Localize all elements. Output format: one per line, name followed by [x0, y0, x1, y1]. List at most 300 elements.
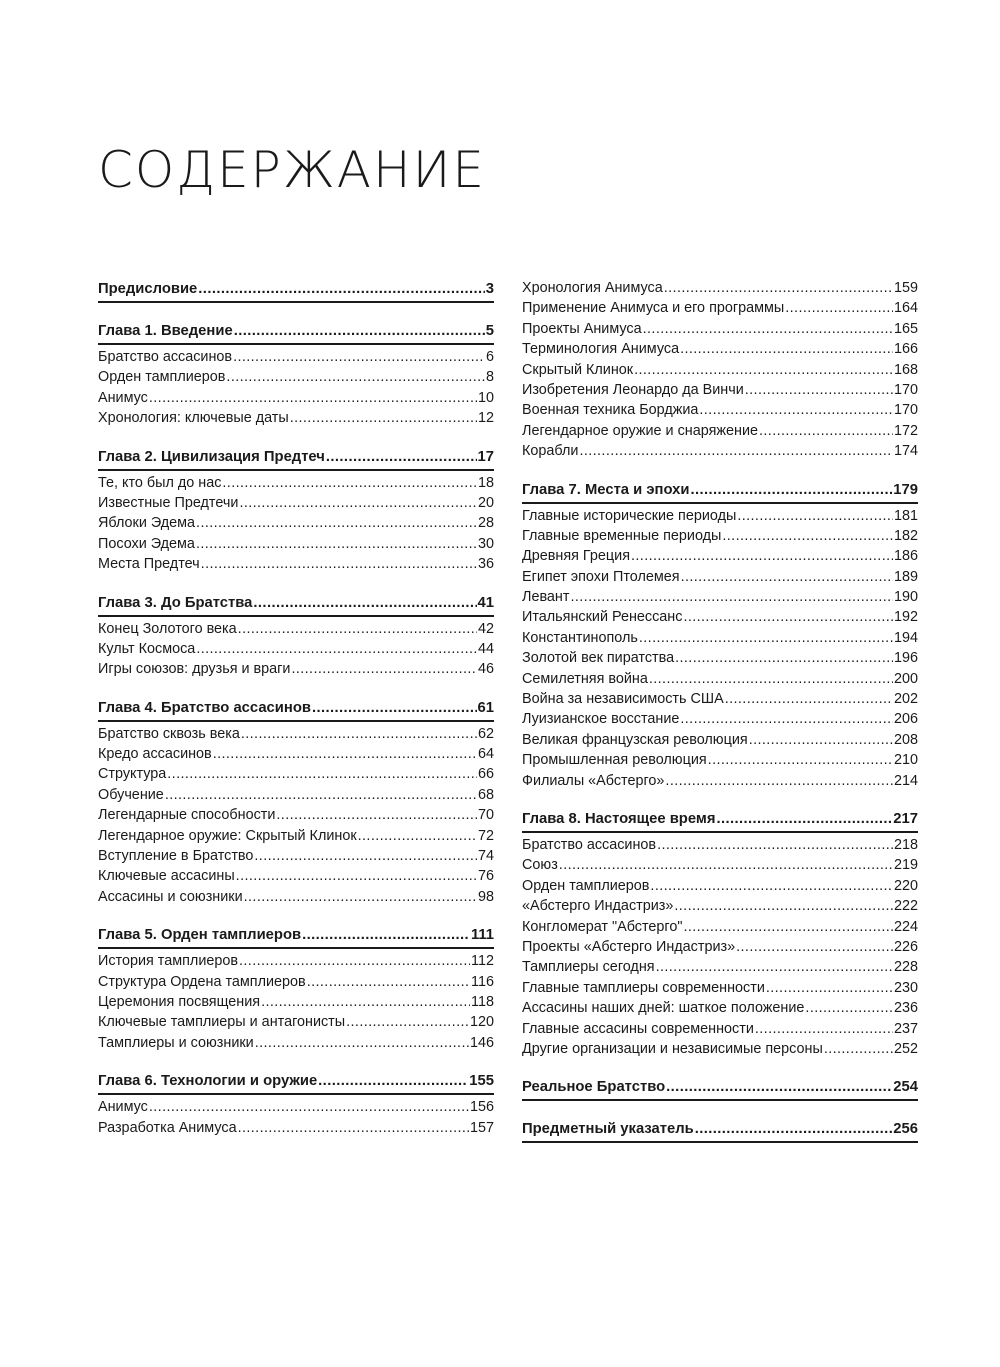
dot-leader — [643, 319, 893, 339]
page-number: 174 — [893, 443, 918, 460]
toc-entry[interactable] — [522, 855, 918, 875]
dot-leader — [695, 1118, 893, 1140]
toc-entry[interactable] — [98, 347, 494, 367]
chapter-title: Глава 6. Технологии и оружие — [98, 1073, 318, 1090]
page-number: 120 — [469, 1014, 494, 1031]
page-number: 68 — [477, 786, 494, 803]
toc-entry[interactable] — [98, 972, 494, 992]
dot-leader — [236, 866, 477, 886]
dot-leader — [708, 750, 893, 770]
toc-entry[interactable] — [522, 835, 918, 855]
page-number: 64 — [477, 746, 494, 763]
dot-leader — [196, 639, 477, 659]
toc-entry[interactable] — [98, 367, 494, 387]
entry-title: Ассасины наших дней: шаткое положение — [522, 1000, 805, 1017]
toc-section — [98, 446, 494, 575]
chapter-rule — [98, 301, 494, 303]
dot-leader — [725, 689, 893, 709]
dot-leader — [736, 937, 893, 957]
chapter-title: Глава 8. Настоящее время — [522, 810, 716, 827]
toc-entry[interactable] — [522, 628, 918, 648]
entry-title: Те, кто был до нас — [98, 474, 222, 491]
chapter-title: Предметный указатель — [522, 1121, 694, 1138]
entry-title: Тамплиеры и союзники — [98, 1034, 254, 1051]
page-number: 44 — [477, 640, 494, 657]
dot-leader — [244, 887, 477, 907]
page-number: 219 — [893, 857, 918, 874]
entry-title: Итальянский Ренессанс — [522, 609, 683, 626]
toc-chapter-heading[interactable] — [98, 1070, 494, 1092]
dot-leader — [716, 808, 892, 830]
toc-entry[interactable] — [98, 659, 494, 679]
entry-title: Константинополь — [522, 629, 638, 646]
toc-chapter-heading[interactable] — [98, 320, 494, 342]
toc-section — [98, 697, 494, 908]
entry-title: Левант — [522, 589, 570, 606]
page-number: 42 — [477, 620, 494, 637]
dot-leader — [167, 764, 477, 784]
page-number: 166 — [893, 341, 918, 358]
toc-entry[interactable] — [522, 998, 918, 1018]
page-number: 76 — [477, 868, 494, 885]
chapter-title: Глава 1. Введение — [98, 323, 233, 339]
dot-leader — [149, 1097, 469, 1117]
dot-leader — [196, 534, 477, 554]
dot-leader — [737, 506, 893, 526]
dot-leader — [634, 360, 893, 380]
entry-title: Главные исторические периоды — [522, 507, 737, 524]
entry-title: Главные ассасины современности — [522, 1020, 754, 1037]
toc-entry[interactable] — [522, 607, 918, 627]
page-number: 155 — [469, 1073, 494, 1090]
page-number: 5 — [485, 323, 494, 339]
page-number: 18 — [477, 474, 494, 491]
page-number: 6 — [485, 349, 494, 365]
dot-leader — [683, 917, 893, 937]
entry-title: Игры союзов: друзья и враги — [98, 661, 291, 678]
page-number: 226 — [893, 938, 918, 955]
entry-title: «Абстерго Индастриз» — [522, 898, 674, 915]
toc-entry[interactable] — [98, 473, 494, 493]
entry-title: Легендарное оружие: Скрытый Клинок — [98, 827, 357, 844]
page-number: 254 — [893, 1079, 918, 1096]
toc-chapter-heading[interactable] — [522, 808, 918, 830]
chapter-rule — [98, 1093, 494, 1095]
chapter-rule — [98, 469, 494, 471]
entry-title: Союз — [522, 857, 558, 874]
chapter-rule — [522, 831, 918, 833]
page-number: 112 — [471, 953, 494, 970]
dot-leader — [233, 347, 485, 367]
chapter-rule — [98, 343, 494, 345]
entry-title: История тамплиеров — [98, 953, 239, 970]
toc-section — [98, 278, 494, 303]
toc-entry[interactable] — [98, 619, 494, 639]
page-number: 62 — [477, 725, 494, 742]
toc-entry[interactable] — [98, 805, 494, 825]
toc-entry[interactable] — [522, 526, 918, 546]
toc-entry[interactable] — [522, 380, 918, 400]
chapter-title: Глава 3. До Братства — [98, 594, 253, 611]
entry-title: Анимус — [98, 389, 148, 406]
dot-leader — [656, 957, 893, 977]
page-number: 236 — [893, 1000, 918, 1017]
dot-leader — [238, 1118, 469, 1138]
page-number: 17 — [477, 448, 494, 465]
dot-leader — [326, 446, 477, 468]
entry-title: Ключевые тамплиеры и антагонисты — [98, 1014, 346, 1031]
entry-title: Тамплиеры сегодня — [522, 959, 655, 976]
chapter-rule — [98, 947, 494, 949]
entry-title: Братство сквозь века — [98, 725, 240, 742]
dot-leader — [681, 567, 893, 587]
page-number: 8 — [485, 369, 494, 386]
toc-entry[interactable] — [522, 896, 918, 916]
page-number: 3 — [485, 281, 494, 297]
entry-title: Семилетняя война — [522, 670, 648, 687]
dot-leader — [579, 441, 893, 461]
chapter-rule — [98, 720, 494, 722]
toc-entry[interactable] — [522, 937, 918, 957]
dot-leader — [290, 408, 477, 428]
page-number: 194 — [893, 629, 918, 646]
page-number: 196 — [893, 650, 918, 667]
toc-entry[interactable] — [98, 764, 494, 784]
dot-leader — [699, 400, 893, 420]
entry-title: Терминология Анимуса — [522, 341, 680, 358]
entry-title: Культ Космоса — [98, 640, 196, 657]
dot-leader — [234, 320, 485, 342]
page-number: 189 — [893, 568, 918, 585]
dot-leader — [745, 380, 893, 400]
page-number: 28 — [477, 515, 494, 532]
toc-entry[interactable] — [98, 846, 494, 866]
page-number: 224 — [893, 918, 918, 935]
toc-entry[interactable] — [98, 785, 494, 805]
page-number: 159 — [893, 280, 918, 296]
page-number: 168 — [893, 361, 918, 378]
page-number: 165 — [893, 320, 918, 337]
toc-entry[interactable] — [522, 360, 918, 380]
entry-title: Вступление в Братство — [98, 848, 254, 865]
dot-leader — [239, 951, 470, 971]
toc-entry[interactable] — [98, 388, 494, 408]
entry-title: Проекты «Абстерго Индастриз» — [522, 938, 736, 955]
entry-title: Ассасины и союзники — [98, 888, 243, 905]
page-number: 200 — [893, 670, 918, 687]
entry-title: Конгломерат "Абстерго" — [522, 918, 683, 935]
dot-leader — [226, 367, 485, 387]
page-number: 116 — [471, 973, 494, 990]
entry-title: Конец Золотого века — [98, 620, 237, 637]
dot-leader — [570, 587, 893, 607]
chapter-title: Глава 7. Места и эпохи — [522, 481, 690, 498]
page-number: 70 — [477, 807, 494, 824]
page-number: 218 — [893, 836, 918, 853]
toc-section — [522, 1076, 918, 1101]
dot-leader — [254, 846, 477, 866]
entry-title: Египет эпохи Птолемея — [522, 568, 680, 585]
entry-title: Филиалы «Абстерго» — [522, 772, 665, 789]
dot-leader — [766, 978, 893, 998]
dot-leader — [255, 1033, 469, 1053]
dot-leader — [722, 526, 893, 546]
toc-entry[interactable] — [522, 421, 918, 441]
dot-leader — [749, 730, 893, 750]
entry-title: Посохи Эдема — [98, 535, 195, 552]
dot-leader — [239, 493, 477, 513]
page-number: 214 — [893, 772, 918, 789]
dot-leader — [261, 992, 470, 1012]
toc-entry[interactable] — [98, 493, 494, 513]
dot-leader — [198, 278, 484, 300]
toc-entry[interactable] — [98, 992, 494, 1012]
page-number: 170 — [893, 402, 918, 419]
page-number: 182 — [893, 527, 918, 544]
toc-entry[interactable] — [98, 1118, 494, 1138]
entry-title: Война за независимость США — [522, 691, 724, 708]
toc-entry[interactable] — [98, 724, 494, 744]
toc-section — [98, 924, 494, 1053]
page-number: 46 — [477, 661, 494, 678]
toc-entry[interactable] — [522, 298, 918, 318]
dot-leader — [318, 1070, 468, 1092]
dot-leader — [805, 998, 893, 1018]
toc-section — [98, 320, 494, 429]
toc-entry[interactable] — [98, 408, 494, 428]
page-title: СОДЕРЖАНИЕ — [98, 141, 486, 199]
dot-leader — [149, 388, 477, 408]
toc-entry[interactable] — [98, 639, 494, 659]
entry-title: Братство ассасинов — [522, 836, 657, 853]
toc-entry[interactable] — [522, 506, 918, 526]
entry-title: Орден тамплиеров — [522, 877, 650, 894]
dot-leader — [559, 855, 893, 875]
toc-entry[interactable] — [522, 1039, 918, 1059]
toc-entry[interactable] — [98, 534, 494, 554]
page-number: 164 — [893, 300, 918, 317]
toc-entry[interactable] — [98, 1012, 494, 1032]
toc-entry[interactable] — [522, 339, 918, 359]
entry-title: Яблоки Эдема — [98, 515, 196, 532]
page-number: 74 — [477, 848, 494, 865]
dot-leader — [785, 298, 893, 318]
page-number: 20 — [477, 494, 494, 511]
dot-leader — [358, 826, 477, 846]
dot-leader — [238, 619, 477, 639]
page-number: 111 — [470, 927, 494, 944]
toc-entry[interactable] — [522, 587, 918, 607]
entry-title: Структура Ордена тамплиеров — [98, 973, 306, 990]
dot-leader — [276, 805, 477, 825]
page-number: 179 — [893, 481, 918, 498]
entry-title: Легендарные способности — [98, 807, 276, 824]
page-number: 61 — [477, 699, 494, 716]
page-number: 190 — [893, 589, 918, 606]
page-number: 230 — [893, 979, 918, 996]
chapter-rule — [98, 615, 494, 617]
toc-chapter-heading[interactable] — [522, 1076, 918, 1098]
page-number: 181 — [893, 507, 918, 524]
entry-title: Места Предтеч — [98, 556, 200, 573]
entry-title: Древняя Греция — [522, 548, 630, 565]
toc-entry[interactable] — [522, 771, 918, 791]
dot-leader — [666, 1076, 892, 1098]
toc-entry[interactable] — [522, 957, 918, 977]
entry-title: Обучение — [98, 786, 164, 803]
dot-leader — [291, 659, 477, 679]
entry-title: Другие организации и независимые персоны — [522, 1040, 823, 1057]
entry-title: Братство ассасинов — [98, 349, 233, 365]
toc-entry[interactable] — [98, 866, 494, 886]
toc-chapter-heading[interactable] — [98, 924, 494, 946]
toc-entry[interactable] — [522, 1019, 918, 1039]
entry-title: Ключевые ассасины — [98, 868, 235, 885]
toc-entry[interactable] — [522, 917, 918, 937]
toc-entry[interactable] — [522, 441, 918, 461]
toc-section — [98, 592, 494, 680]
entry-title: Анимус — [98, 1099, 148, 1116]
entry-title: Промышленная революция — [522, 752, 707, 769]
toc-right-column — [522, 278, 918, 1145]
dot-leader — [674, 896, 893, 916]
page-number: 30 — [477, 535, 494, 552]
entry-title: Проекты Анимуса — [522, 320, 642, 337]
entry-title: Применение Анимуса и его программы — [522, 300, 785, 317]
dot-leader — [631, 546, 893, 566]
entry-title: Золотой век пиратства — [522, 650, 675, 667]
page-number: 186 — [893, 548, 918, 565]
toc-chapter-heading[interactable] — [98, 446, 494, 468]
toc-entry[interactable] — [522, 876, 918, 896]
dot-leader — [307, 972, 470, 992]
page-number: 220 — [893, 877, 918, 894]
chapter-title: Глава 2. Цивилизация Предтеч — [98, 448, 325, 465]
toc-entry[interactable] — [98, 1033, 494, 1053]
entry-title: Хронология: ключевые даты — [98, 410, 289, 427]
toc-entry[interactable] — [98, 951, 494, 971]
toc-section — [522, 278, 918, 462]
toc-entry[interactable] — [98, 554, 494, 574]
entry-title: Главные тамплиеры современности — [522, 979, 765, 996]
toc-entry[interactable] — [98, 1097, 494, 1117]
page-number: 41 — [477, 594, 494, 611]
dot-leader — [253, 592, 476, 614]
dot-leader — [690, 479, 892, 501]
dot-leader — [302, 924, 470, 946]
dot-leader — [755, 1019, 893, 1039]
toc-entry[interactable] — [522, 400, 918, 420]
dot-leader — [201, 554, 477, 574]
page-number: 208 — [893, 731, 918, 748]
entry-title: Изобретения Леонардо да Винчи — [522, 381, 744, 398]
toc-chapter-heading[interactable] — [522, 479, 918, 501]
toc-entry[interactable] — [522, 648, 918, 668]
page-number: 172 — [893, 422, 918, 439]
entry-title: Орден тамплиеров — [98, 369, 226, 386]
toc-entry[interactable] — [522, 546, 918, 566]
dot-leader — [222, 473, 477, 493]
toc-entry[interactable] — [522, 730, 918, 750]
entry-title: Структура — [98, 766, 167, 783]
page-number: 72 — [477, 827, 494, 844]
page-number: 210 — [893, 752, 918, 769]
toc-entry[interactable] — [98, 744, 494, 764]
page-number: 252 — [893, 1040, 918, 1057]
toc-entry[interactable] — [98, 887, 494, 907]
dot-leader — [650, 876, 893, 896]
dot-leader — [241, 724, 477, 744]
toc-entry[interactable] — [522, 750, 918, 770]
dot-leader — [346, 1012, 469, 1032]
page-number: 237 — [893, 1020, 918, 1037]
page-number: 256 — [893, 1121, 918, 1138]
toc-chapter-heading[interactable] — [98, 592, 494, 614]
dot-leader — [165, 785, 477, 805]
dot-leader — [657, 835, 893, 855]
page-number: 170 — [893, 381, 918, 398]
toc-entry[interactable] — [98, 513, 494, 533]
page-number: 156 — [469, 1099, 494, 1116]
page-number: 206 — [893, 711, 918, 728]
toc-entry[interactable] — [522, 689, 918, 709]
page-number: 66 — [477, 766, 494, 783]
entry-title: Луизианское восстание — [522, 711, 680, 728]
page-number: 98 — [477, 888, 494, 905]
dot-leader — [759, 421, 893, 441]
page-number: 118 — [471, 993, 494, 1010]
entry-title: Разработка Анимуса — [98, 1119, 237, 1136]
entry-title: Военная техника Борджиа — [522, 402, 699, 419]
dot-leader — [675, 648, 893, 668]
toc-entry[interactable] — [522, 319, 918, 339]
dot-leader — [649, 669, 893, 689]
entry-title: Известные Предтечи — [98, 494, 239, 511]
toc-section — [522, 808, 918, 1059]
dot-leader — [824, 1039, 893, 1059]
dot-leader — [680, 339, 893, 359]
toc-entry[interactable] — [522, 669, 918, 689]
toc-chapter-heading[interactable] — [522, 1118, 918, 1140]
page-number: 10 — [477, 389, 494, 406]
entry-title: Корабли — [522, 443, 579, 460]
dot-leader — [213, 744, 477, 764]
toc-chapter-heading[interactable] — [98, 697, 494, 719]
chapter-rule — [522, 502, 918, 504]
page-number: 146 — [469, 1034, 494, 1051]
page-number: 157 — [469, 1119, 494, 1136]
toc-entry[interactable] — [98, 826, 494, 846]
dot-leader — [664, 278, 893, 298]
entry-title: Главные временные периоды — [522, 527, 722, 544]
chapter-title: Глава 5. Орден тамплиеров — [98, 927, 302, 944]
entry-title: Церемония посвящения — [98, 993, 261, 1010]
chapter-title: Предисловие — [98, 281, 198, 297]
toc-entry[interactable] — [522, 978, 918, 998]
dot-leader — [639, 628, 893, 648]
toc-entry[interactable] — [522, 278, 918, 298]
toc-entry[interactable] — [522, 567, 918, 587]
chapter-rule — [522, 1099, 918, 1101]
dot-leader — [196, 513, 477, 533]
toc-entry[interactable] — [522, 709, 918, 729]
dot-leader — [680, 709, 893, 729]
page-number: 228 — [893, 959, 918, 976]
chapter-title: Глава 4. Братство ассасинов — [98, 699, 311, 716]
entry-title: Кредо ассасинов — [98, 746, 212, 763]
page-number: 192 — [893, 609, 918, 626]
toc-chapter-heading[interactable] — [98, 278, 494, 300]
